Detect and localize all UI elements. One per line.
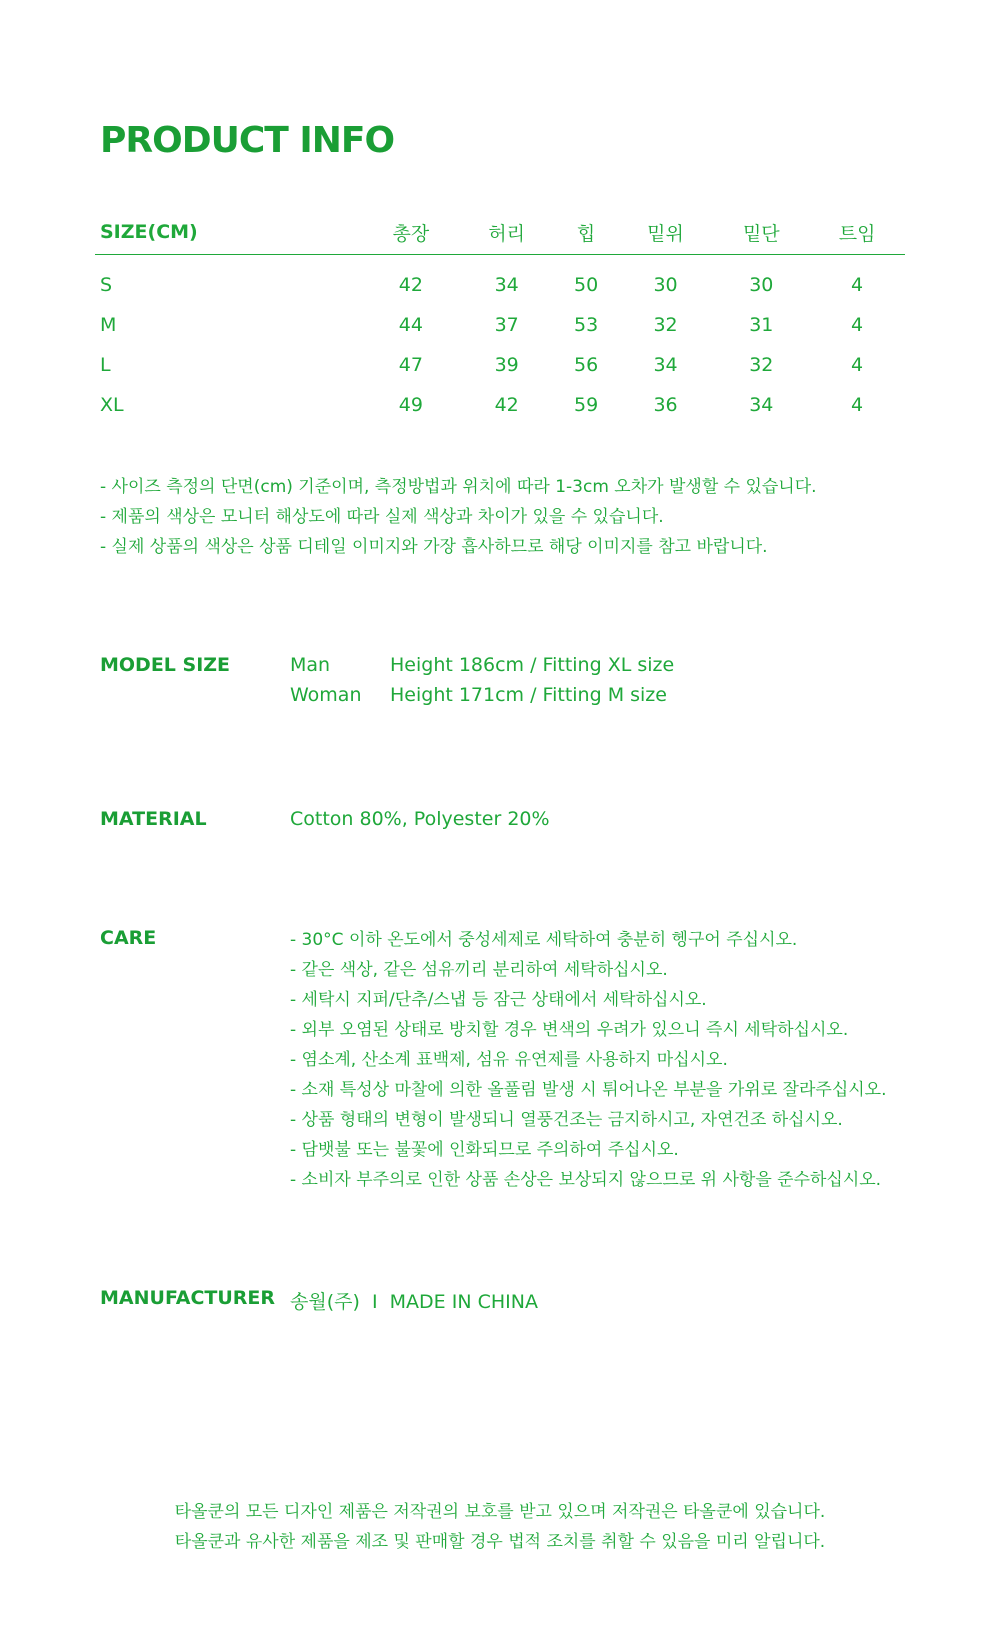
- size-cell: 49: [398, 394, 423, 416]
- size-cell: 50: [574, 274, 599, 296]
- size-cell: 4: [851, 314, 864, 336]
- table-row: [95, 385, 905, 425]
- size-cell: M: [100, 314, 117, 336]
- size-cell: S: [100, 274, 113, 296]
- size-cell: 31: [749, 314, 774, 336]
- size-cell: 34: [749, 394, 774, 416]
- size-cell: 32: [653, 314, 678, 336]
- material-label: MATERIAL: [100, 808, 207, 830]
- size-cell: 4: [851, 394, 864, 416]
- model-info: Height 186cm / Fitting XL size: [390, 654, 675, 676]
- care-item: - 소재 특성상 마찰에 의한 올풀림 발생 시 튀어나온 부분을 가위로 잘라주십시오.: [290, 1080, 887, 1100]
- care-label: CARE: [100, 927, 157, 949]
- manufacturer-label: MANUFACTURER: [100, 1287, 276, 1309]
- size-header-cell: 총장: [363, 210, 459, 255]
- size-cell: 34: [653, 354, 678, 376]
- model-row-woman: [290, 684, 667, 706]
- copyright-line: 타올쿤의 모든 디자인 제품은 저작권의 보호를 받고 있으며 저작권은 타올쿤에 있습니다.: [174, 1502, 826, 1522]
- size-header-cell: 트임: [809, 210, 905, 255]
- note-line: - 실제 상품의 색상은 상품 디테일 이미지와 가장 흡사하므로 해당 이미지를 참고 바랍니다.: [100, 537, 768, 557]
- table-row: [95, 345, 905, 385]
- size-cell: 59: [574, 394, 599, 416]
- model-gender: Woman: [290, 684, 362, 706]
- size-table: [95, 210, 905, 425]
- care-item: - 외부 오염된 상태로 방치할 경우 변색의 우려가 있으니 즉시 세탁하십시오.: [290, 1020, 849, 1040]
- size-header-cell: 허리: [459, 210, 555, 255]
- note-line: - 사이즈 측정의 단면(cm) 기준이며, 측정방법과 위치에 따라 1-3cm 오차가 발생할 수 있습니다.: [100, 477, 817, 497]
- size-cell: XL: [100, 394, 124, 416]
- size-cell: 42: [398, 274, 423, 296]
- table-row: [95, 305, 905, 345]
- size-cell: 30: [749, 274, 774, 296]
- size-cell: 30: [653, 274, 678, 296]
- care-item: - 같은 색상, 같은 섬유끼리 분리하여 세탁하십시오.: [290, 960, 668, 980]
- care-item: - 30°C 이하 온도에서 중성세제로 세탁하여 충분히 헹구어 주십시오.: [290, 930, 798, 950]
- size-notes: [100, 472, 817, 562]
- table-row: [95, 255, 905, 306]
- size-cell: 37: [494, 314, 519, 336]
- model-size-label: MODEL SIZE: [100, 654, 231, 676]
- size-header-cell: 밑위: [618, 210, 714, 255]
- size-cell: 39: [494, 354, 519, 376]
- size-cell: 47: [398, 354, 423, 376]
- model-info: Height 171cm / Fitting M size: [390, 684, 667, 706]
- size-cell: 44: [398, 314, 423, 336]
- size-header-cell: SIZE(CM): [95, 210, 363, 255]
- copyright-line: 타올쿤과 유사한 제품을 제조 및 판매할 경우 법적 조치를 취할 수 있음을 미리 알립니다.: [174, 1532, 826, 1552]
- manufacturer-value: 송월(주) I MADE IN CHINA: [290, 1291, 538, 1313]
- note-line: - 제품의 색상은 모니터 해상도에 따라 실제 색상과 차이가 있을 수 있습니다.: [100, 507, 664, 527]
- size-cell: 32: [749, 354, 774, 376]
- care-item: - 세탁시 지퍼/단추/스냅 등 잠근 상태에서 세탁하십시오.: [290, 990, 707, 1010]
- size-cell: 4: [851, 274, 864, 296]
- size-header-cell: 힙: [555, 210, 618, 255]
- model-row-man: [290, 654, 674, 676]
- model-gender: Man: [290, 654, 331, 676]
- care-item: - 소비자 부주의로 인한 상품 손상은 보상되지 않으므로 위 사항을 준수하십시오.: [290, 1170, 882, 1190]
- care-list: [290, 925, 886, 1195]
- page-title: PRODUCT INFO: [100, 120, 395, 161]
- care-item: - 상품 형태의 변형이 발생되니 열풍건조는 금지하시고, 자연건조 하십시오.: [290, 1110, 843, 1130]
- size-table-header-row: [95, 210, 905, 255]
- material-value: Cotton 80%, Polyester 20%: [290, 808, 550, 830]
- size-cell: 34: [494, 274, 519, 296]
- size-cell: 36: [653, 394, 678, 416]
- size-header-cell: 밑단: [713, 210, 809, 255]
- size-cell: 53: [574, 314, 599, 336]
- size-cell: L: [100, 354, 111, 376]
- size-cell: 4: [851, 354, 864, 376]
- care-item: - 염소계, 산소계 표백제, 섬유 유연제를 사용하지 마십시오.: [290, 1050, 728, 1070]
- size-cell: 56: [574, 354, 599, 376]
- size-cell: 42: [494, 394, 519, 416]
- care-item: - 담뱃불 또는 불꽃에 인화되므로 주의하여 주십시오.: [290, 1140, 679, 1160]
- copyright-notice: [0, 1497, 1000, 1557]
